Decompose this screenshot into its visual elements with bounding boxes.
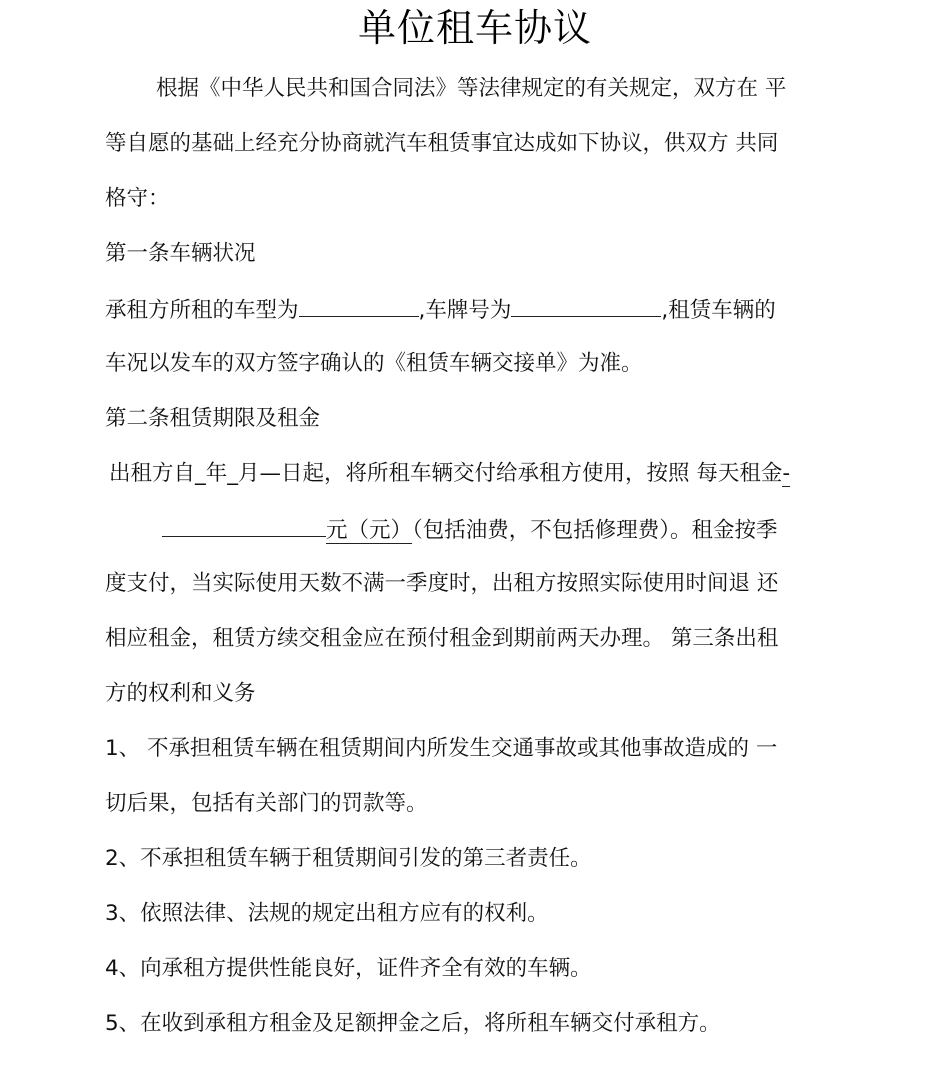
list-item-2: 2、不承担租赁车辆于租赁期间引发的第三者责任。 <box>105 846 592 871</box>
rent-amount-blank <box>162 514 326 537</box>
article-2-heading: 第二条租赁期限及租金 <box>105 406 321 431</box>
list-item-5: 5、在收到承租方租金及足额押金之后，将所租车辆交付承租方。 <box>105 1011 721 1036</box>
list-item-1-line-2: 切后果，包括有关部门的罚款等。 <box>105 791 428 816</box>
article-2-line-1 <box>109 459 790 489</box>
plate-number-blank <box>511 294 661 317</box>
document-title: 单位租车协议 <box>357 6 592 50</box>
vehicle-type-blank <box>299 294 419 317</box>
article-2-line-2 <box>162 514 778 546</box>
intro-line-1: 根据《中华人民共和国合同法》等法律规定的有关规定，双方在 平 <box>156 76 787 101</box>
intro-line-2: 等自愿的基础上经充分协商就汽车租赁事宜达成如下协议，供双方 共同 <box>105 131 779 156</box>
rent-unit: 元（元） <box>326 518 413 543</box>
article-1-line-2: 车况以发车的双方签字确认的《租赁车辆交接单》为准。 <box>105 351 643 376</box>
article-2-line-3: 度支付，当实际使用天数不满一季度时，出租方按照实际使用时间退 还 <box>105 571 779 596</box>
list-item-1-line-1: 1、 不承担租赁车辆在租赁期间内所发生交通事故或其他事故造成的 一 <box>105 736 778 761</box>
article-1-heading: 第一条车辆状况 <box>105 241 256 266</box>
plate-number-label: ,车牌号为 <box>418 298 512 323</box>
article-1-line-1 <box>105 294 776 326</box>
rent-blank-dash: - <box>782 461 791 486</box>
article-2-line-1-text: 出租方自_年_月—日起，将所租车辆交付给承租方使用，按照 每天租金 <box>109 461 783 486</box>
vehicle-type-label: 承租方所租的车型为 <box>105 298 299 323</box>
list-item-4: 4、向承租方提供性能良好，证件齐全有效的车辆。 <box>105 956 592 981</box>
list-item-3: 3、依照法律、法规的规定出租方应有的权利。 <box>105 901 549 926</box>
intro-line-3: 格守： <box>105 186 170 211</box>
article-2-line-4: 相应租金，租赁方续交租金应在预付租金到期前两天办理。 第三条出租 <box>105 626 779 651</box>
article-1-line-1-tail: ,租赁车辆的 <box>661 298 776 323</box>
article-2-line-5: 方的权利和义务 <box>105 681 256 706</box>
article-2-line-2-text: （包括油费，不包括修理费）。租金按季 <box>412 518 778 543</box>
